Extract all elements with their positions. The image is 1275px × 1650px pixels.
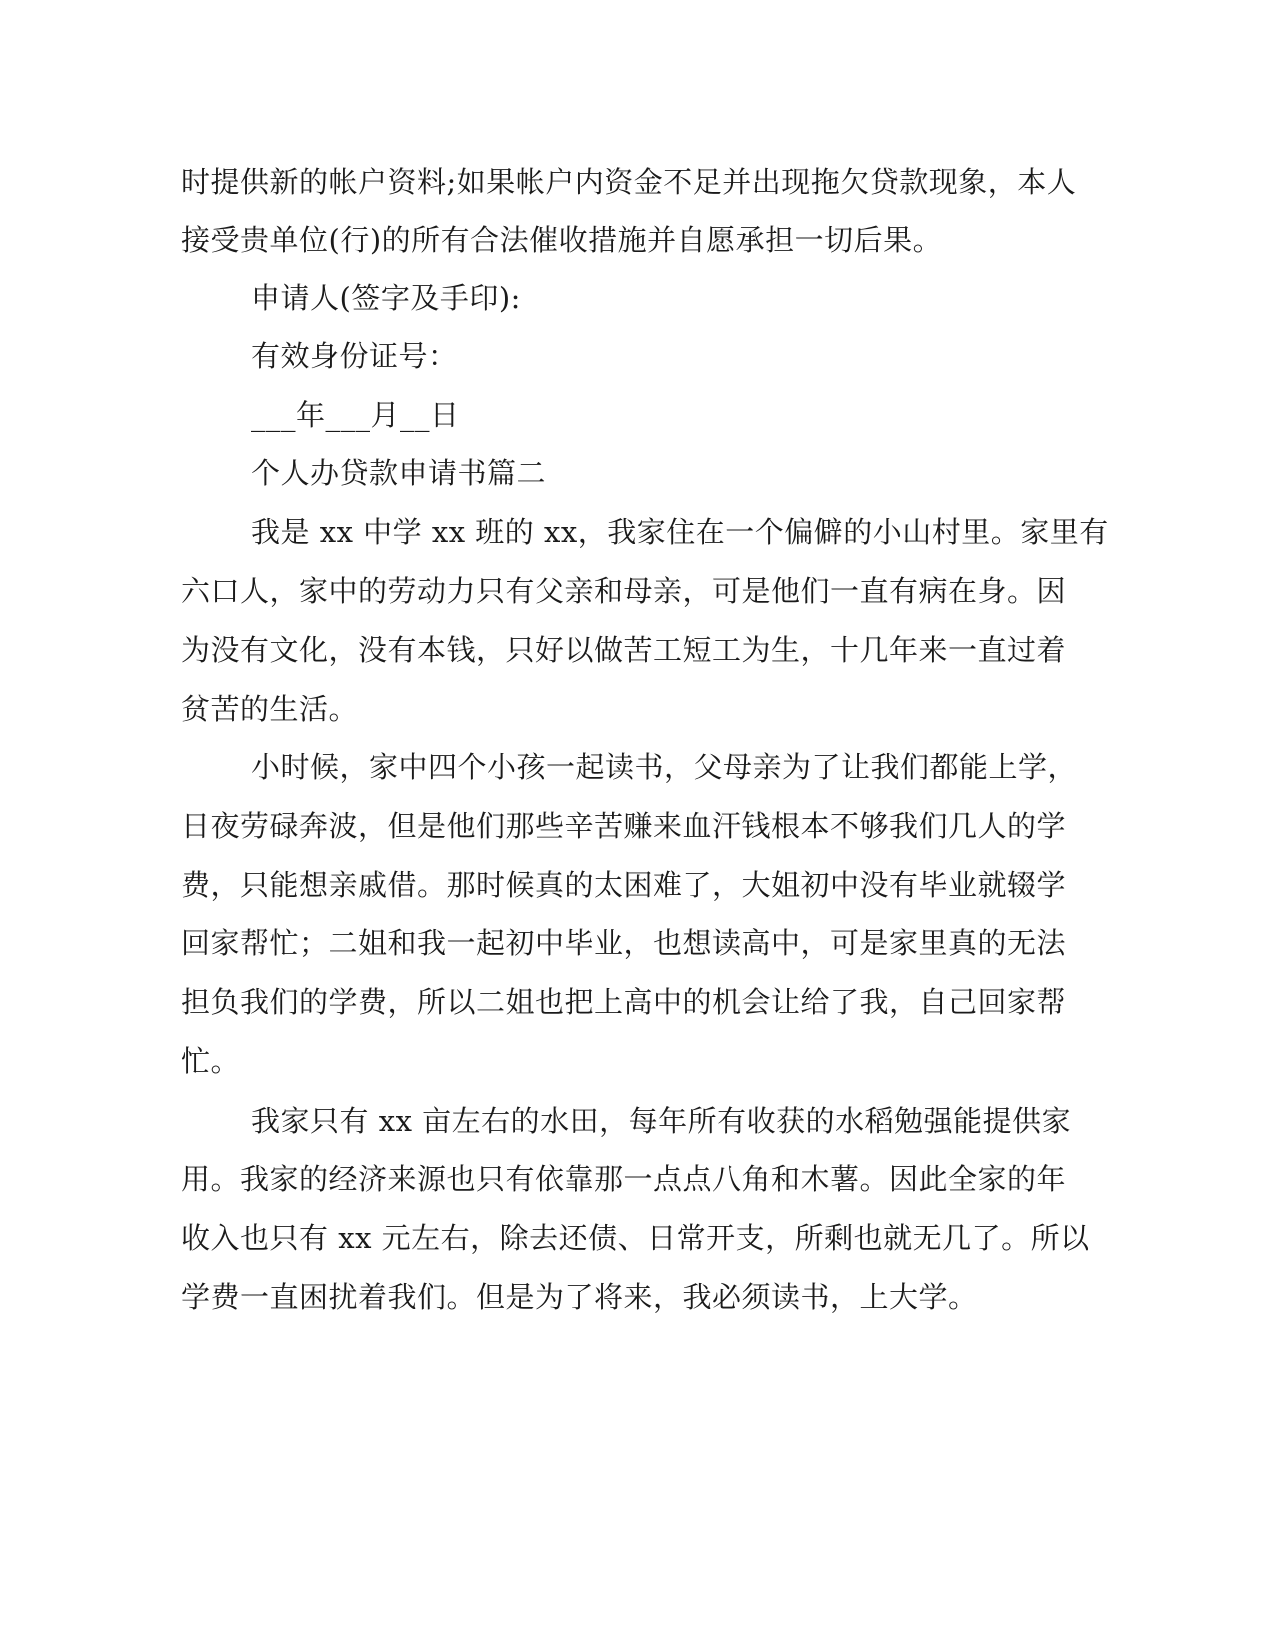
body-text-line: 学费一直困扰着我们。但是为了将来，我必须读书，上大学。 xyxy=(181,1280,978,1314)
body-text-line: 担负我们的学费，所以二姐也把上高中的机会让给了我，自己回家帮 xyxy=(181,985,1067,1019)
body-text-line: 为没有文化，没有本钱，只好以做苦工短工为生，十几年来一直过着 xyxy=(181,633,1067,667)
body-text-line: 接受贵单位(行)的所有合法催收措施并自愿承担一切后果。 xyxy=(181,223,943,257)
body-text-line: 贫苦的生活。 xyxy=(181,692,359,726)
body-text-line: 用。我家的经济来源也只有依靠那一点点八角和木薯。因此全家的年 xyxy=(181,1162,1067,1196)
body-text-line: 我家只有 xx 亩左右的水田，每年所有收获的水稻勉强能提供家 xyxy=(251,1104,1072,1138)
body-text-line: 收入也只有 xx 元左右，除去还债、日常开支，所剩也就无几了。所以 xyxy=(181,1221,1090,1255)
body-text-line: 我是 xx 中学 xx 班的 xx，我家住在一个偏僻的小山村里。家里有 xyxy=(251,515,1109,549)
body-text-line: 时提供新的帐户资料;如果帐户内资金不足并出现拖欠贷款现象，本人 xyxy=(181,165,1077,199)
body-text-line: 忙。 xyxy=(181,1044,241,1078)
id-number-line: 有效身份证号： xyxy=(251,339,458,373)
body-text-line: 日夜劳碌奔波，但是他们那些辛苦赚来血汗钱根本不够我们几人的学 xyxy=(181,809,1067,843)
date-line: ___年___月__日 xyxy=(251,398,460,432)
body-text-line: 回家帮忙；二姐和我一起初中毕业，也想读高中，可是家里真的无法 xyxy=(181,926,1067,960)
body-text-line: 费，只能想亲戚借。那时候真的太困难了，大姐初中没有毕业就辍学 xyxy=(181,868,1067,902)
body-text-line: 小时候，家中四个小孩一起读书，父母亲为了让我们都能上学， xyxy=(251,750,1078,784)
applicant-signature-line: 申请人(签字及手印): xyxy=(251,281,521,315)
section-heading: 个人办贷款申请书篇二 xyxy=(251,456,547,490)
body-text-line: 六口人，家中的劳动力只有父亲和母亲，可是他们一直有病在身。因 xyxy=(181,574,1067,608)
